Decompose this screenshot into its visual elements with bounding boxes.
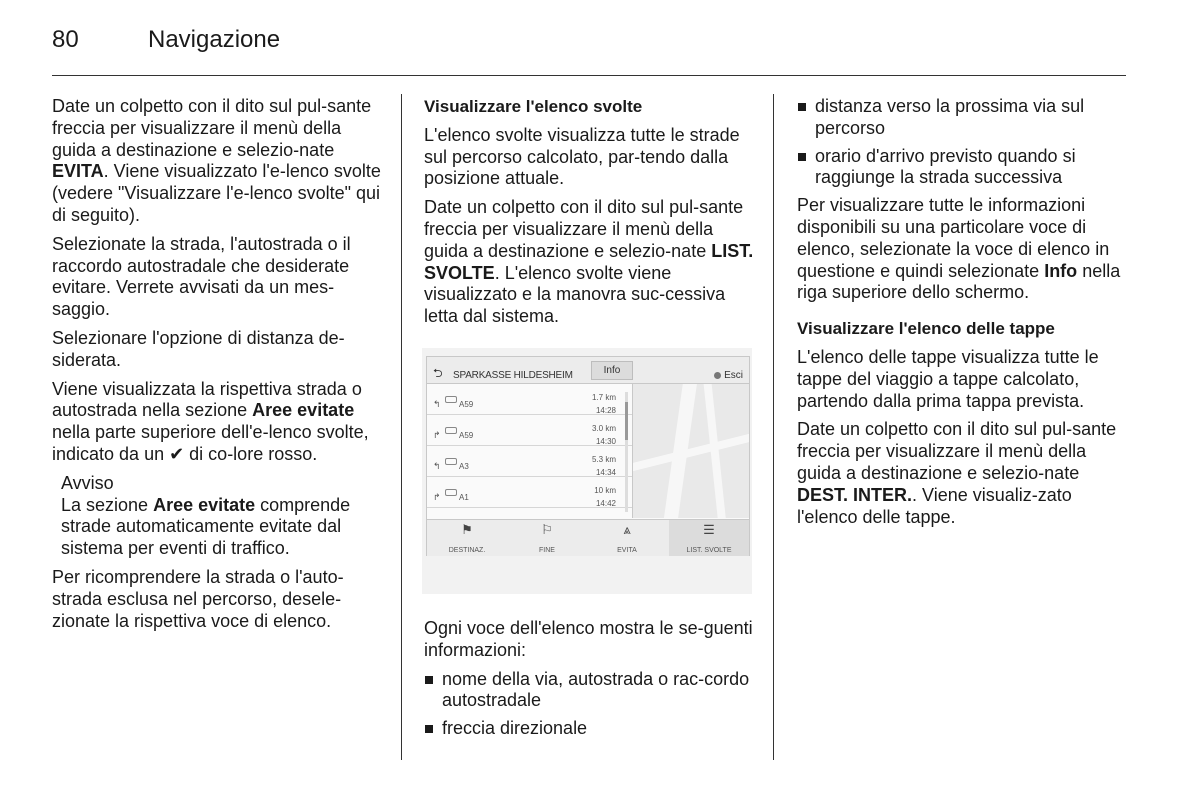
- section-heading: Visualizzare l'elenco delle tappe: [797, 319, 1055, 339]
- turn-list: [427, 384, 633, 518]
- bullet-icon: [425, 676, 433, 684]
- arrival-time: 14:28: [595, 405, 616, 415]
- turn-arrow-icon: ↰: [433, 460, 441, 471]
- back-arrow-icon[interactable]: ⮌: [433, 365, 443, 380]
- page-number: 80: [52, 26, 79, 53]
- list-item[interactable]: [427, 384, 632, 415]
- paragraph: Selezionare l'opzione di distanza de-siderata.: [52, 327, 345, 370]
- text: nome della via, autostrada o rac-cordo autostradale: [442, 668, 750, 711]
- column-2: [424, 96, 754, 746]
- paragraph: [797, 419, 1127, 528]
- column-divider-1: [401, 94, 402, 760]
- destination-title: SPARKASSE HILDESHEIM: [453, 369, 573, 381]
- motorway-icon: [445, 396, 457, 403]
- list-item: [797, 146, 1127, 190]
- turn-list-screenshot: [422, 348, 752, 594]
- list-icon: ☰: [703, 521, 715, 537]
- map-view[interactable]: [633, 384, 749, 518]
- screen-top-bar: [427, 357, 749, 384]
- scrollbar-thumb[interactable]: [625, 402, 628, 440]
- paragraph: [424, 197, 754, 328]
- bullet-list: [797, 96, 1127, 189]
- turn-list-button[interactable]: [669, 520, 749, 556]
- flag-icon: ⚑: [461, 521, 473, 537]
- list-item[interactable]: [427, 477, 632, 508]
- note-title: Avviso: [61, 472, 114, 493]
- motorway-icon: [445, 458, 457, 465]
- button-label: LIST. SVOLTE: [686, 546, 732, 554]
- column-3: [797, 96, 1127, 535]
- scrollbar[interactable]: [625, 392, 628, 512]
- turn-arrow-icon: ↰: [433, 398, 441, 409]
- bullet-list: [424, 669, 754, 740]
- exit-icon: [714, 372, 721, 379]
- map-road: [633, 431, 749, 473]
- road-name: A59: [459, 430, 474, 440]
- list-item: [424, 669, 754, 713]
- paragraph: [52, 379, 382, 466]
- page-title: Navigazione: [148, 26, 281, 53]
- road-name: A59: [459, 399, 474, 409]
- distance: 10 km: [594, 485, 616, 495]
- turn-arrow-icon: ↱: [433, 491, 441, 502]
- page-header: [52, 24, 1127, 60]
- distance: 3.0 km: [591, 423, 616, 433]
- distance: 1.7 km: [591, 392, 616, 402]
- paragraph: Ogni voce dell'elenco mostra le se-guenti informazioni:: [424, 617, 753, 660]
- column-divider-2: [773, 94, 774, 760]
- column-1: [52, 96, 382, 639]
- text: orario d'arrivo previsto quando si raggiunge la strada successiva: [815, 145, 1076, 188]
- section-heading: Visualizzare l'elenco svolte: [424, 97, 643, 116]
- bold-term: EVITA: [52, 161, 104, 182]
- text: . Viene visualizzato l'e-lenco svolte (vedere "Visualizzare l'e-lenco svolte" qui di seguito).: [52, 161, 381, 225]
- avoid-button[interactable]: [587, 520, 667, 556]
- motorway-icon: [445, 489, 457, 496]
- text: Viene visualizzata la rispettiva strada o autostrada nella sezione: [52, 378, 362, 421]
- end-button[interactable]: [507, 520, 587, 556]
- text: Date un colpetto con il dito sul pul-sante freccia per visualizzare il menù della guida a destinazione e selezio-nate: [797, 419, 1117, 483]
- note-box: [61, 473, 382, 560]
- info-button[interactable]: Info: [591, 361, 633, 380]
- arrival-time: 14:30: [595, 436, 616, 446]
- paragraph: L'elenco delle tappe visualizza tutte le tappe del viaggio a tappe calcolato, partendo dalla prima tappa prevista.: [797, 346, 1099, 411]
- list-item[interactable]: [427, 446, 632, 477]
- text: . L'elenco svolte viene visualizzato e la manovra suc-cessiva letta dal sistema.: [424, 262, 726, 327]
- bullet-icon: [425, 725, 433, 733]
- bullet-icon: [798, 153, 806, 161]
- distance: 5.3 km: [591, 454, 616, 464]
- header-rule: [52, 75, 1126, 76]
- text: comprende strade automaticamente evitate dal sistema per eventi di traffico.: [61, 494, 351, 559]
- infotainment-screen: [426, 356, 750, 556]
- button-label: FINE: [539, 546, 555, 554]
- bold-term: Aree evitate: [153, 494, 256, 515]
- list-item: [797, 96, 1127, 140]
- text: nella parte superiore dell'e-lenco svolte, indicato da un ✔ di co-lore rosso.: [52, 422, 369, 464]
- bullet-icon: [798, 103, 806, 111]
- text: . Viene visualiz-zato l'elenco delle tappe.: [797, 484, 1072, 527]
- paragraph: [52, 96, 382, 227]
- road-name: A3: [459, 461, 469, 471]
- text: La sezione: [61, 494, 154, 515]
- destination-button[interactable]: [427, 520, 507, 556]
- paragraph: L'elenco svolte visualizza tutte le strade sul percorso calcolato, par-tendo dalla posizione attuale.: [424, 124, 740, 189]
- list-item: [424, 718, 754, 740]
- arrival-time: 14:42: [595, 498, 616, 508]
- button-label: DESTINAZ.: [448, 546, 486, 554]
- bold-term: LIST. SVOLTE: [424, 240, 754, 283]
- paragraph: Selezionate la strada, l'autostrada o il raccordo autostradale che desiderate evitare. Verrete avvisati da un mes-saggio.: [52, 233, 351, 320]
- paragraph: [797, 195, 1127, 304]
- text: freccia direzionale: [442, 718, 588, 739]
- paragraph: Per ricomprendere la strada o l'auto-strada esclusa nel percorso, desele-zionate la rispettiva voce di elenco.: [52, 566, 344, 631]
- bold-term: Info: [1044, 260, 1078, 281]
- text: nella riga superiore dello schermo.: [797, 260, 1121, 303]
- screen-bottom-bar: [427, 519, 749, 556]
- road-name: A1: [459, 492, 469, 502]
- bold-term: DEST. INTER.: [797, 484, 913, 505]
- motorway-icon: [445, 427, 457, 434]
- button-label: EVITA: [617, 546, 637, 554]
- exit-label: Esci: [724, 369, 743, 381]
- bold-term: Aree evitate: [252, 400, 355, 421]
- text: Date un colpetto con il dito sul pul-sante freccia per visualizzare il menù della guida a destinazione e selezio-nate: [424, 197, 744, 261]
- turn-arrow-icon: ↱: [433, 429, 441, 440]
- text: Date un colpetto con il dito sul pul-sante freccia per visualizzare il menù della guida a destinazione e selezio-nate: [52, 96, 372, 160]
- list-item[interactable]: [427, 415, 632, 446]
- arrival-time: 14:34: [595, 467, 616, 477]
- text: Per visualizzare tutte le informazioni disponibili su una particolare voce di elenco, selezionate la voce di elenco in questione e quindi selezionate: [797, 195, 1110, 281]
- road-icon: ⩓: [623, 521, 631, 537]
- text: distanza verso la prossima via sul percorso: [815, 96, 1085, 138]
- checkered-flag-icon: ⚐: [541, 521, 553, 537]
